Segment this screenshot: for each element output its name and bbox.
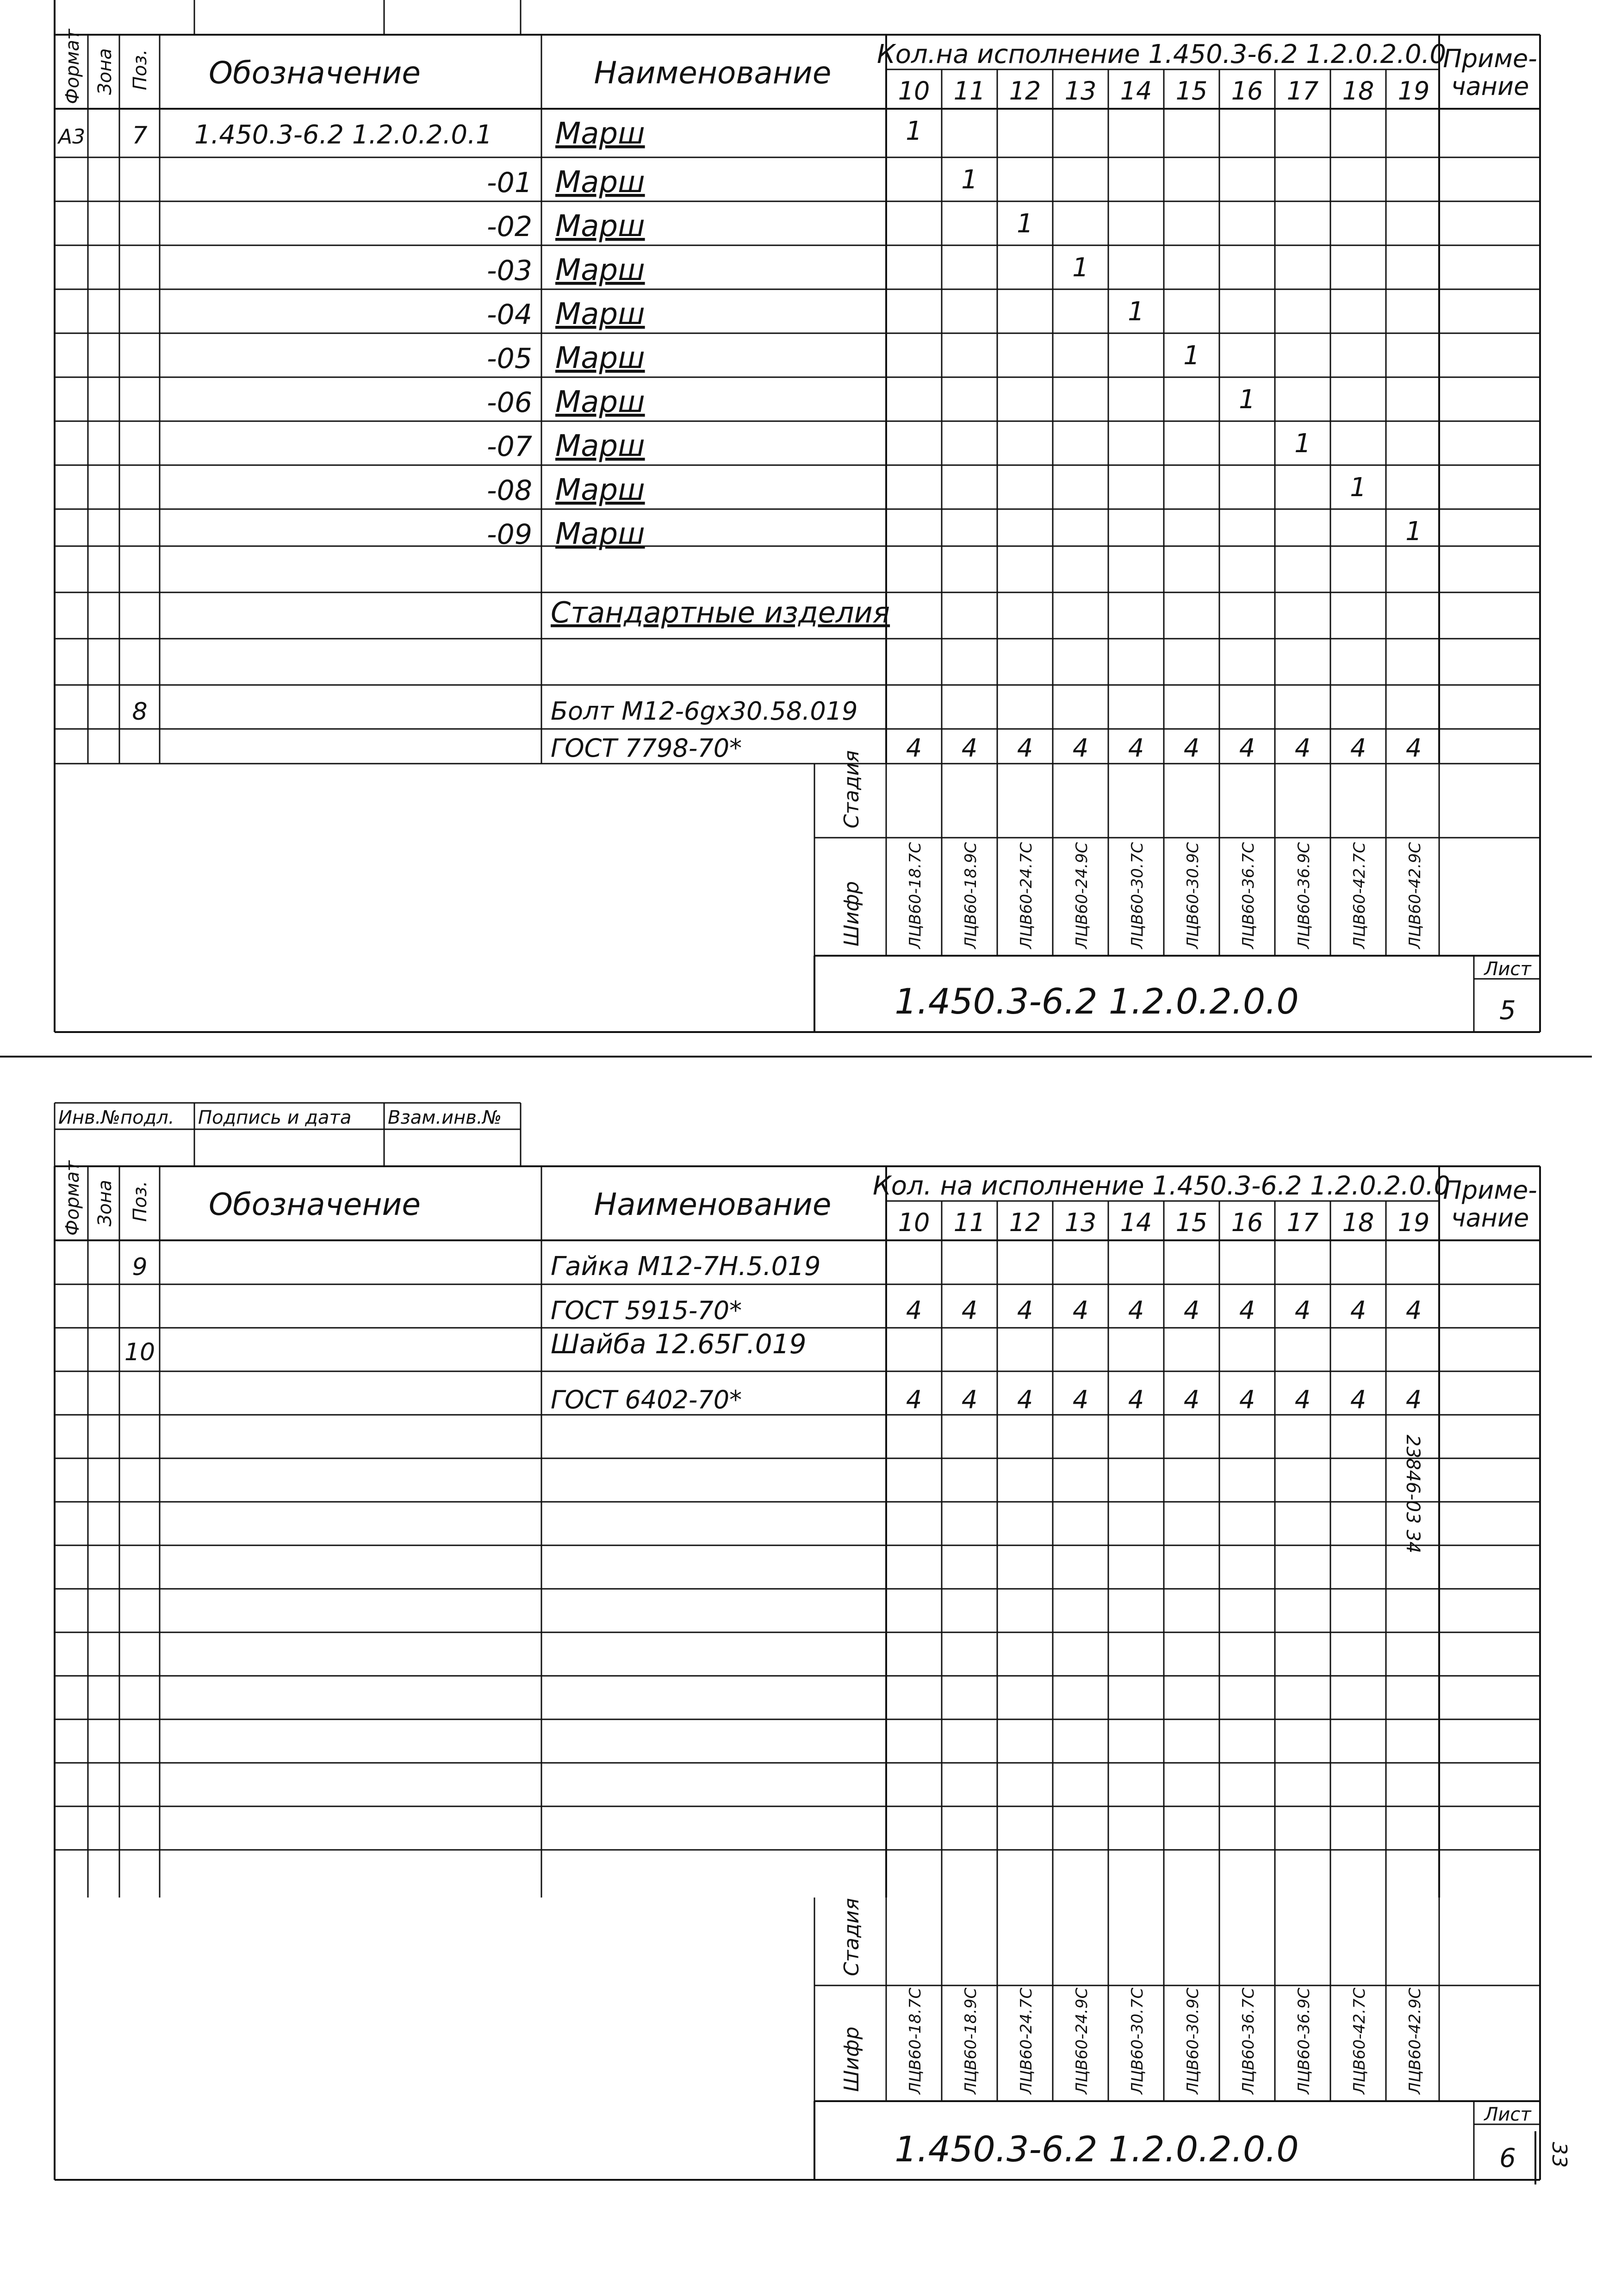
variant-label: 11 <box>953 76 986 106</box>
bolt-quantity: 4 <box>906 734 922 763</box>
table-row <box>487 297 1144 331</box>
table-row <box>487 473 1367 507</box>
document-designation: 1.450.3-6.2 1.2.0.2.0.0 <box>894 981 1299 1022</box>
row-name: Марш <box>555 165 645 199</box>
table-row <box>487 253 1089 287</box>
col-header-note: Приме- <box>1443 44 1537 73</box>
cipher-value: ЛЦВ60-24.7С <box>1017 1987 1036 2094</box>
variant-label: 10 <box>898 1208 930 1237</box>
cipher-value: ЛЦВ60-24.9С <box>1073 1987 1091 2094</box>
variant-label: 14 <box>1120 1208 1152 1237</box>
cipher-value: ЛЦВ60-18.9С <box>962 842 980 949</box>
washer-quantity: 4 <box>1183 1385 1200 1414</box>
cipher-value: ЛЦВ60-30.7С <box>1128 1987 1147 2094</box>
variant-label: 18 <box>1342 1208 1374 1237</box>
bolt-quantity: 4 <box>1017 734 1033 763</box>
cipher-value: ЛЦВ60-18.9С <box>962 1987 980 2094</box>
stage-label: Стадия <box>840 750 863 828</box>
bolt-gost: ГОСТ 7798-70* <box>551 734 742 763</box>
nut-quantity: 4 <box>1239 1296 1255 1325</box>
bolt-quantity: 4 <box>1294 734 1311 763</box>
cipher-value: ЛЦВ60-24.7С <box>1017 842 1036 949</box>
nut-position: 9 <box>132 1253 148 1281</box>
nut-quantity: 4 <box>1072 1296 1089 1325</box>
row-designation: -07 <box>487 430 532 463</box>
table-row <box>487 341 1200 375</box>
nut-name: Гайка М12-7Н.5.019 <box>551 1251 821 1282</box>
bolt-quantity: 4 <box>1183 734 1200 763</box>
col-header-qty: Кол. на исполнение 1.450.3-6.2 1.2.0.2.0.0 <box>873 1171 1450 1201</box>
row-format: А3 <box>58 125 86 149</box>
washer-quantity: 4 <box>906 1385 922 1414</box>
nut-quantity: 4 <box>1350 1296 1367 1325</box>
cipher-value: ЛЦВ60-36.7С <box>1239 842 1258 949</box>
sheet-6 <box>55 1103 1540 2180</box>
sheet-number: 5 <box>1499 996 1516 1026</box>
row-name: Марш <box>555 429 645 463</box>
row-quantity: 1 <box>1294 429 1311 459</box>
washer-quantity: 4 <box>1128 1385 1144 1414</box>
row-designation: -09 <box>487 518 532 551</box>
row-quantity: 1 <box>1350 473 1367 503</box>
row-quantity: 1 <box>1128 297 1144 327</box>
stage-label: Стадия <box>840 1898 863 1976</box>
bolt-quantity: 4 <box>1350 734 1367 763</box>
table-row <box>487 209 1033 243</box>
nut-quantity: 4 <box>1183 1296 1200 1325</box>
cipher-value: ЛЦВ60-24.9С <box>1073 842 1091 949</box>
row-designation: -08 <box>487 474 532 507</box>
row-name: Марш <box>555 209 645 243</box>
washer-quantity: 4 <box>1350 1385 1367 1414</box>
washer-gost: ГОСТ 6402-70* <box>551 1385 742 1414</box>
stamp-inventory-number: Инв.№подл. <box>58 1107 174 1128</box>
document-designation: 1.450.3-6.2 1.2.0.2.0.0 <box>894 2128 1299 2170</box>
variant-label: 13 <box>1064 76 1097 106</box>
row-designation: -06 <box>487 386 532 419</box>
washer-name: Шайба 12.65Г.019 <box>551 1328 807 1360</box>
variant-label: 16 <box>1231 76 1263 106</box>
variant-label: 15 <box>1175 1208 1208 1237</box>
cipher-value: ЛЦВ60-18.7С <box>906 842 925 949</box>
col-header-designation: Обозначение <box>209 55 421 91</box>
cipher-value: ЛЦВ60-18.7С <box>906 1987 925 2094</box>
bolt-quantity: 4 <box>1072 734 1089 763</box>
nut-quantity: 4 <box>1128 1296 1144 1325</box>
washer-quantity: 4 <box>961 1385 978 1414</box>
variant-label: 11 <box>953 1208 986 1237</box>
row-name: Марш <box>555 117 645 151</box>
col-header-format: Формат <box>62 1160 83 1236</box>
nut-quantity: 4 <box>1405 1296 1422 1325</box>
variant-label: 15 <box>1175 76 1208 106</box>
col-header-note: чание <box>1451 72 1529 101</box>
row-designation: -03 <box>487 255 532 287</box>
col-header-zone: Зона <box>94 1180 116 1226</box>
col-header-pos: Поз. <box>130 49 151 90</box>
row-designation: -05 <box>487 342 532 375</box>
row-quantity: 1 <box>906 116 922 146</box>
cipher-value: ЛЦВ60-42.9С <box>1406 1987 1424 2094</box>
variant-label: 13 <box>1064 1208 1097 1237</box>
page-number: 33 <box>1547 2142 1571 2168</box>
bolt-quantity: 4 <box>961 734 978 763</box>
cipher-label: Шифр <box>840 2026 863 2092</box>
stamp-replaced-inventory: Взам.инв.№ <box>388 1107 502 1128</box>
row-quantity: 1 <box>1072 253 1089 283</box>
sheet-label: Лист <box>1484 2104 1531 2125</box>
sheet-5 <box>55 0 1540 1032</box>
col-header-format: Формат <box>62 29 83 104</box>
col-header-designation: Обозначение <box>209 1187 421 1222</box>
variant-label: 12 <box>1009 1208 1041 1237</box>
row-name: Марш <box>555 385 645 419</box>
sheet-number: 6 <box>1499 2143 1516 2173</box>
variant-label: 19 <box>1398 76 1430 106</box>
row-quantity: 1 <box>1405 516 1422 547</box>
cipher-value: ЛЦВ60-30.7С <box>1128 842 1147 949</box>
cipher-value: ЛЦВ60-42.7С <box>1350 1987 1369 2094</box>
bolt-position: 8 <box>132 698 148 726</box>
variant-label: 14 <box>1120 76 1152 106</box>
variant-label: 17 <box>1286 76 1319 106</box>
bolt-quantity: 4 <box>1239 734 1255 763</box>
table-row <box>487 385 1255 419</box>
washer-quantity: 4 <box>1017 1385 1033 1414</box>
archive-number: 23846-03 34 <box>1402 1435 1423 1554</box>
washer-quantity: 4 <box>1239 1385 1255 1414</box>
row-name: Марш <box>555 517 645 551</box>
col-header-note: Приме- <box>1443 1176 1537 1205</box>
cipher-value: ЛЦВ60-36.7С <box>1239 1987 1258 2094</box>
nut-quantity: 4 <box>1294 1296 1311 1325</box>
nut-quantity: 4 <box>961 1296 978 1325</box>
row-designation: -01 <box>487 167 532 199</box>
variant-label: 10 <box>898 76 930 106</box>
washer-quantity: 4 <box>1072 1385 1089 1414</box>
cipher-value: ЛЦВ60-30.9С <box>1184 842 1202 949</box>
bolt-quantity: 4 <box>1405 734 1422 763</box>
row-designation: 1.450.3-6.2 1.2.0.2.0.1 <box>194 120 492 150</box>
variant-label: 18 <box>1342 76 1374 106</box>
nut-quantity: 4 <box>906 1296 922 1325</box>
row-designation: -04 <box>487 299 532 331</box>
bolt-quantity: 4 <box>1128 734 1144 763</box>
row-quantity: 1 <box>1183 341 1200 371</box>
variant-label: 12 <box>1009 76 1041 106</box>
section-title: Стандартные изделия <box>551 596 890 629</box>
washer-quantity: 4 <box>1405 1385 1422 1414</box>
col-header-name: Наименование <box>594 55 832 91</box>
variant-label: 16 <box>1231 1208 1263 1237</box>
row-name: Марш <box>555 341 645 375</box>
col-header-qty: Кол.на исполнение 1.450.3-6.2 1.2.0.2.0.0 <box>876 39 1447 69</box>
nut-gost: ГОСТ 5915-70* <box>551 1296 742 1325</box>
table-row <box>57 116 922 151</box>
table-row <box>487 429 1311 463</box>
variant-label: 19 <box>1398 1208 1430 1237</box>
bolt-name: Болт М12-6gх30.58.019 <box>551 697 858 726</box>
stamp-signature-date: Подпись и дата <box>198 1107 352 1128</box>
row-name: Марш <box>555 253 645 287</box>
cipher-value: ЛЦВ60-42.9С <box>1406 842 1424 949</box>
row-name: Марш <box>555 473 645 507</box>
col-header-note: чание <box>1451 1203 1529 1232</box>
nut-quantity: 4 <box>1017 1296 1033 1325</box>
row-position: 7 <box>132 122 148 149</box>
washer-quantity: 4 <box>1294 1385 1311 1414</box>
table-row <box>487 165 978 199</box>
sheet-label: Лист <box>1484 958 1531 980</box>
cipher-value: ЛЦВ60-42.7С <box>1350 842 1369 949</box>
row-quantity: 1 <box>1239 385 1255 415</box>
washer-position: 10 <box>124 1338 155 1366</box>
variant-label: 17 <box>1286 1208 1319 1237</box>
col-header-pos: Поз. <box>130 1181 151 1222</box>
row-quantity: 1 <box>1017 209 1033 239</box>
row-quantity: 1 <box>961 165 978 195</box>
row-name: Марш <box>555 297 645 331</box>
cipher-value: ЛЦВ60-30.9С <box>1184 1987 1202 2094</box>
cipher-value: ЛЦВ60-36.9С <box>1295 842 1313 949</box>
cipher-label: Шифр <box>840 881 863 946</box>
row-designation: -02 <box>487 211 532 243</box>
cipher-value: ЛЦВ60-36.9С <box>1295 1987 1313 2094</box>
col-header-zone: Зона <box>94 48 116 95</box>
col-header-name: Наименование <box>594 1187 832 1222</box>
